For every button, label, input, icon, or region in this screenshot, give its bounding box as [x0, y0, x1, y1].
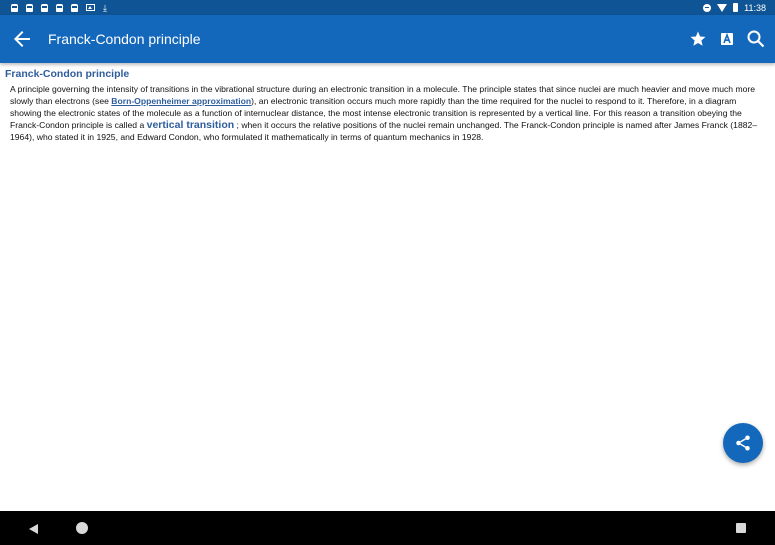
born-oppenheimer-link[interactable]: Born-Oppenheimer approximation [111, 95, 252, 106]
bus-icon [71, 4, 78, 12]
back-button[interactable] [10, 27, 34, 51]
wifi-icon [717, 4, 727, 12]
battery-icon [733, 3, 738, 12]
bus-icon [56, 4, 63, 12]
bus-icon [11, 4, 18, 12]
share-icon [734, 434, 752, 452]
share-button[interactable] [723, 423, 763, 463]
nav-home-button[interactable] [76, 522, 88, 534]
search-icon [744, 27, 768, 51]
system-icons [703, 3, 766, 13]
arrow-back-icon [10, 27, 34, 51]
nav-back-button[interactable] [28, 522, 40, 534]
entry-content [0, 63, 775, 511]
download-icon: ⤓ [103, 2, 107, 13]
star-icon [686, 27, 710, 51]
bus-icon [41, 4, 48, 12]
nav-recents-button[interactable] [736, 523, 746, 533]
search-button[interactable] [744, 27, 768, 51]
favorite-button[interactable] [686, 27, 710, 51]
do-not-disturb-icon [703, 4, 711, 12]
font-size-icon [715, 27, 739, 51]
entry-definition [10, 84, 765, 144]
bus-icon [26, 4, 33, 12]
status-time: 11:38 [744, 2, 766, 13]
definition-text: ), an electronic transition occurs much more rapidly than the time required for the nuclei to respond to it. Therefore, in a diagram showing the electronic states of the molecule as a function of internuclear distance, the most intense electronic transition is represented by a vertical line. For this reason a transition obeying the Franck-Condon principle is called a [10, 95, 742, 130]
app-bar [0, 15, 775, 63]
image-icon [86, 4, 95, 11]
notification-icons [11, 4, 107, 12]
triangle-back-icon [28, 523, 40, 535]
font-size-button[interactable] [715, 27, 739, 51]
navigation-bar [0, 511, 775, 545]
page-title: Franck-Condon principle [48, 31, 201, 47]
definition-text: A principle governing the intensity of transitions in the vibrational structure during an electronic transition in a molecule. The principle states that since nuclei are much heavier and move much more slowly than electrons (see [10, 84, 756, 106]
entry-headword: Franck-Condon principle [5, 68, 130, 80]
status-bar [0, 0, 775, 15]
definition-text: ; when it occurs the relative positions of the nuclei remain unchanged. The Franck-Condon principle is named after James Franck (1882–1964), who stated it in 1925, and Edward Condon, who formulated it mathematically in terms of quantum mechanics in 1928. [10, 119, 758, 142]
vertical-transition-link[interactable]: vertical transition [146, 118, 235, 131]
